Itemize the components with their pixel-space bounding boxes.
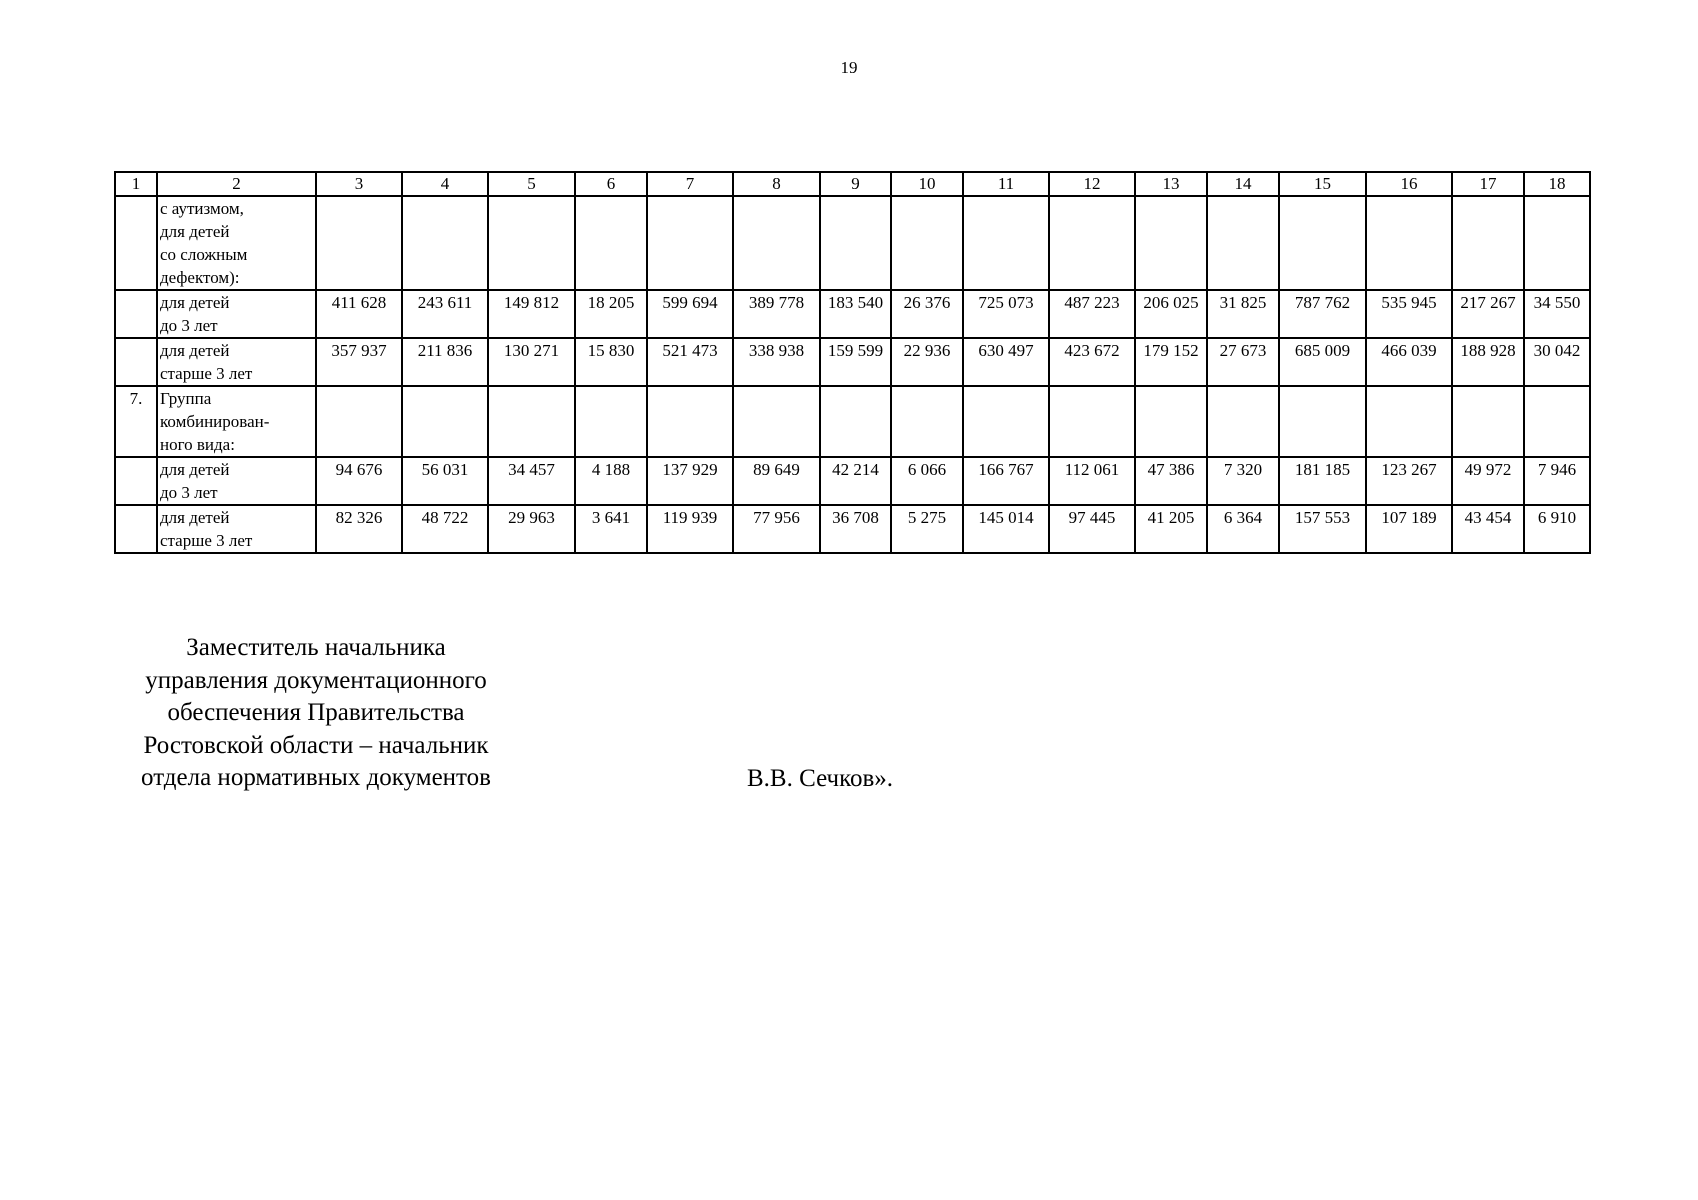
value-cell: 47 386 — [1135, 457, 1207, 505]
column-number-cell: 3 — [316, 172, 402, 196]
value-cell — [575, 196, 647, 290]
value-cell: 411 628 — [316, 290, 402, 338]
row-index-cell — [115, 457, 157, 505]
value-cell — [647, 386, 733, 457]
value-cell — [963, 196, 1049, 290]
signature-title-line: управления документационного — [145, 666, 487, 694]
row-label-line: до 3 лет — [160, 316, 218, 335]
value-cell: 179 152 — [1135, 338, 1207, 386]
signature-title-line: Заместитель начальника — [186, 634, 446, 661]
value-cell: 725 073 — [963, 290, 1049, 338]
value-cell — [1452, 386, 1524, 457]
row-label-line: комбинирован- — [160, 412, 270, 431]
value-cell: 389 778 — [733, 290, 820, 338]
value-cell: 43 454 — [1452, 505, 1524, 553]
value-cell: 206 025 — [1135, 290, 1207, 338]
value-cell — [402, 196, 488, 290]
value-cell: 112 061 — [1049, 457, 1135, 505]
value-cell — [891, 196, 963, 290]
table-row — [115, 386, 1590, 457]
value-cell — [647, 196, 733, 290]
value-cell: 6 910 — [1524, 505, 1590, 553]
value-cell — [1366, 196, 1452, 290]
column-number-cell: 13 — [1135, 172, 1207, 196]
column-number-cell: 7 — [647, 172, 733, 196]
value-cell: 34 550 — [1524, 290, 1590, 338]
value-cell: 211 836 — [402, 338, 488, 386]
value-cell: 97 445 — [1049, 505, 1135, 553]
value-cell — [1207, 196, 1279, 290]
value-cell: 15 830 — [575, 338, 647, 386]
value-cell — [820, 196, 891, 290]
signer-name: В.В. Сечков». — [747, 765, 894, 792]
value-cell — [820, 386, 891, 457]
column-number-cell: 9 — [820, 172, 891, 196]
value-cell: 599 694 — [647, 290, 733, 338]
row-index-cell — [115, 505, 157, 553]
row-label-cell — [157, 386, 316, 457]
value-cell: 4 188 — [575, 457, 647, 505]
column-number-cell: 11 — [963, 172, 1049, 196]
value-cell — [891, 386, 963, 457]
value-cell: 217 267 — [1452, 290, 1524, 338]
table-row — [115, 505, 1590, 553]
value-cell: 30 042 — [1524, 338, 1590, 386]
value-cell — [575, 386, 647, 457]
value-cell: 123 267 — [1366, 457, 1452, 505]
column-number-cell: 6 — [575, 172, 647, 196]
column-number-cell: 10 — [891, 172, 963, 196]
row-label-cell — [157, 457, 316, 505]
row-label-line: старше 3 лет — [160, 364, 253, 383]
value-cell: 357 937 — [316, 338, 402, 386]
value-cell: 130 271 — [488, 338, 575, 386]
value-cell: 188 928 — [1452, 338, 1524, 386]
signature-title — [106, 632, 526, 795]
value-cell — [1135, 196, 1207, 290]
value-cell — [1366, 386, 1452, 457]
value-cell: 6 066 — [891, 457, 963, 505]
value-cell — [963, 386, 1049, 457]
value-cell: 34 457 — [488, 457, 575, 505]
row-index-cell — [115, 196, 157, 290]
value-cell — [1452, 196, 1524, 290]
column-number-cell: 12 — [1049, 172, 1135, 196]
value-cell: 6 364 — [1207, 505, 1279, 553]
data-table — [114, 171, 1591, 554]
value-cell: 159 599 — [820, 338, 891, 386]
row-label-line: Группа — [160, 389, 212, 408]
table-row — [115, 290, 1590, 338]
signature-title-line: отдела нормативных документов — [141, 764, 491, 791]
row-label-line: для детей — [160, 222, 230, 241]
value-cell — [1049, 196, 1135, 290]
value-cell — [733, 386, 820, 457]
table-row — [115, 338, 1590, 386]
column-number-cell: 5 — [488, 172, 575, 196]
table-header-row — [115, 172, 1590, 196]
value-cell — [488, 386, 575, 457]
row-label-line: со сложным — [160, 245, 248, 264]
row-label-line: дефектом): — [160, 268, 240, 287]
row-label-cell — [157, 338, 316, 386]
value-cell: 49 972 — [1452, 457, 1524, 505]
value-cell — [1279, 196, 1366, 290]
row-label-line: старше 3 лет — [160, 531, 253, 550]
value-cell: 487 223 — [1049, 290, 1135, 338]
value-cell: 56 031 — [402, 457, 488, 505]
table-row — [115, 457, 1590, 505]
row-label-line: для детей — [160, 293, 230, 312]
value-cell: 77 956 — [733, 505, 820, 553]
row-label-line: для детей — [160, 341, 230, 360]
table-body — [115, 172, 1590, 553]
value-cell — [1279, 386, 1366, 457]
row-label-cell — [157, 290, 316, 338]
value-cell — [1135, 386, 1207, 457]
value-cell: 466 039 — [1366, 338, 1452, 386]
row-label-line: ного вида: — [160, 435, 235, 454]
value-cell — [1049, 386, 1135, 457]
value-cell — [733, 196, 820, 290]
value-cell: 94 676 — [316, 457, 402, 505]
value-cell: 137 929 — [647, 457, 733, 505]
value-cell: 338 938 — [733, 338, 820, 386]
value-cell: 243 611 — [402, 290, 488, 338]
value-cell: 183 540 — [820, 290, 891, 338]
row-index-cell — [115, 290, 157, 338]
value-cell — [1207, 386, 1279, 457]
row-label-line: до 3 лет — [160, 483, 218, 502]
value-cell — [1524, 196, 1590, 290]
value-cell: 7 946 — [1524, 457, 1590, 505]
column-number-cell: 14 — [1207, 172, 1279, 196]
value-cell: 157 553 — [1279, 505, 1366, 553]
row-label-line: с аутизмом, — [160, 199, 244, 218]
column-number-cell: 8 — [733, 172, 820, 196]
value-cell — [488, 196, 575, 290]
value-cell — [1524, 386, 1590, 457]
value-cell: 7 320 — [1207, 457, 1279, 505]
value-cell: 82 326 — [316, 505, 402, 553]
value-cell: 787 762 — [1279, 290, 1366, 338]
value-cell: 685 009 — [1279, 338, 1366, 386]
column-number-cell: 18 — [1524, 172, 1590, 196]
signature-title-line: Ростовской области – начальник — [143, 731, 489, 759]
column-number-cell: 4 — [402, 172, 488, 196]
column-number-cell: 16 — [1366, 172, 1452, 196]
value-cell: 89 649 — [733, 457, 820, 505]
value-cell: 145 014 — [963, 505, 1049, 553]
value-cell: 535 945 — [1366, 290, 1452, 338]
value-cell: 107 189 — [1366, 505, 1452, 553]
value-cell: 22 936 — [891, 338, 963, 386]
column-number-cell: 1 — [115, 172, 157, 196]
value-cell: 18 205 — [575, 290, 647, 338]
row-index-cell — [115, 338, 157, 386]
value-cell — [316, 386, 402, 457]
row-label-cell — [157, 505, 316, 553]
value-cell: 41 205 — [1135, 505, 1207, 553]
value-cell: 31 825 — [1207, 290, 1279, 338]
value-cell: 5 275 — [891, 505, 963, 553]
signature-title-line: обеспечения Правительства — [167, 699, 465, 726]
row-index-cell: 7. — [115, 386, 157, 457]
value-cell: 521 473 — [647, 338, 733, 386]
value-cell: 26 376 — [891, 290, 963, 338]
table-row — [115, 196, 1590, 290]
value-cell — [402, 386, 488, 457]
value-cell: 166 767 — [963, 457, 1049, 505]
page-number: 19 — [840, 58, 858, 77]
column-number-cell: 2 — [157, 172, 316, 196]
value-cell — [316, 196, 402, 290]
value-cell: 27 673 — [1207, 338, 1279, 386]
value-cell: 48 722 — [402, 505, 488, 553]
value-cell: 119 939 — [647, 505, 733, 553]
row-label-line: для детей — [160, 508, 230, 527]
value-cell: 181 185 — [1279, 457, 1366, 505]
column-number-cell: 17 — [1452, 172, 1524, 196]
value-cell: 29 963 — [488, 505, 575, 553]
value-cell: 630 497 — [963, 338, 1049, 386]
value-cell: 149 812 — [488, 290, 575, 338]
column-number-cell: 15 — [1279, 172, 1366, 196]
value-cell: 3 641 — [575, 505, 647, 553]
row-label-cell — [157, 196, 316, 290]
value-cell: 36 708 — [820, 505, 891, 553]
value-cell: 423 672 — [1049, 338, 1135, 386]
row-label-line: для детей — [160, 460, 230, 479]
value-cell: 42 214 — [820, 457, 891, 505]
